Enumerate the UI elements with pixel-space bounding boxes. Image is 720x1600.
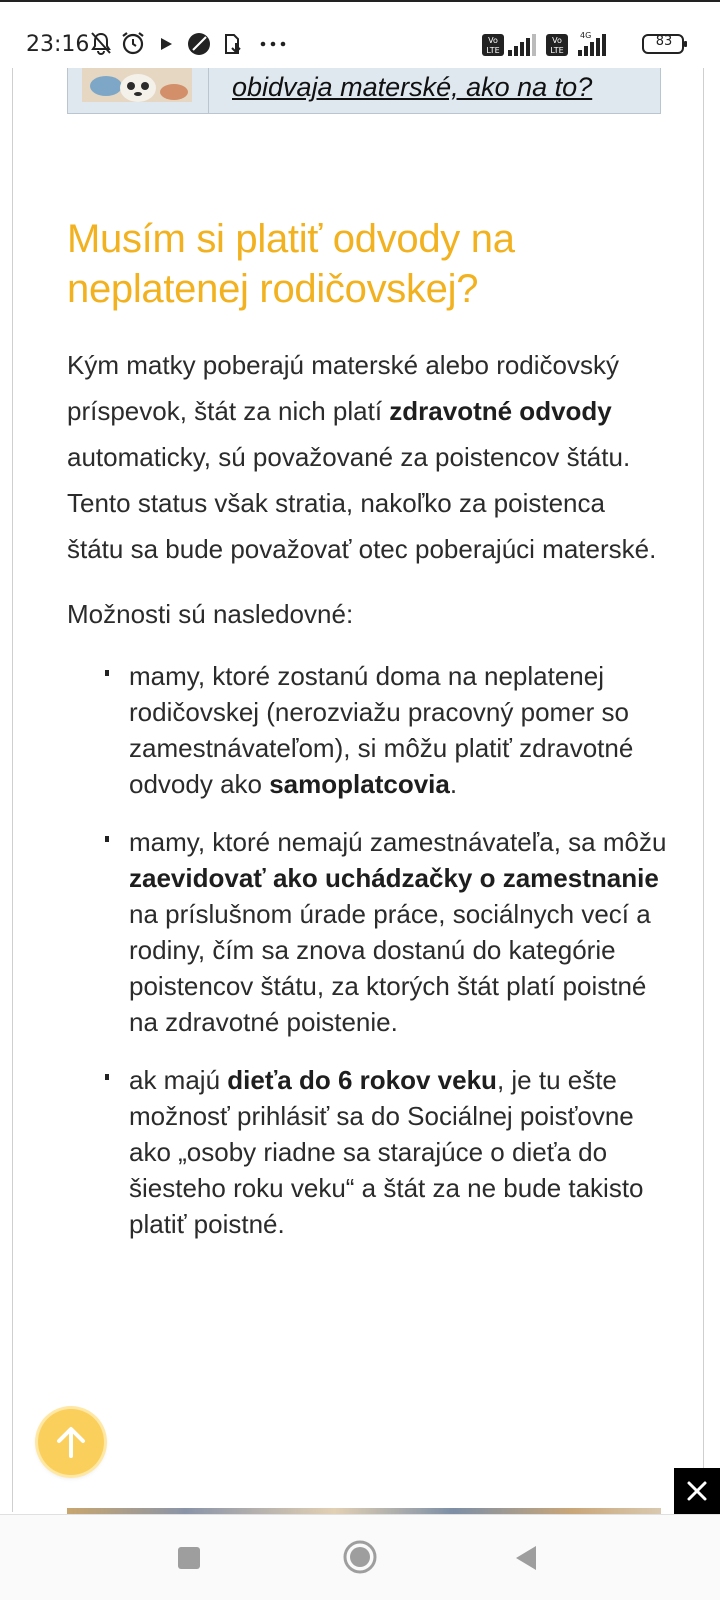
svg-text:4G: 4G (580, 31, 592, 40)
more-icon (260, 40, 286, 48)
volte-icon (546, 34, 568, 56)
related-article-thumbnail[interactable] (82, 68, 192, 102)
svg-text:LTE: LTE (486, 46, 500, 55)
text-span: , je tu ešte možnosť prihlásiť sa do Sociálnej poisťovne ako „osoby riadne sa starajúce o dieťa do šiesteho roku veku“ a štát za ne bude takisto platiť poistné. (129, 1065, 644, 1239)
status-time: 23:16 (26, 32, 90, 57)
text-span: automaticky, sú považované za poistencov štátu. Tento status však stratia, nakoľko za poistenca štátu sa bude považovať otec poberajúci materské. (67, 442, 657, 564)
text-span: . (449, 769, 458, 799)
text-span: mamy, ktoré zostanú doma na neplatenej rodičovskej (nerozviažu pracovný pomer so zamestnávateľom), si môžu platiť zdravotné odvody ako (129, 661, 634, 799)
mute-icon (88, 30, 114, 56)
app-icon (186, 31, 212, 57)
signal-icon (508, 34, 538, 56)
system-navigation-bar (0, 1514, 720, 1600)
bold-text: zaevidovať ako uchádzačky o zamestnanie (129, 863, 659, 893)
play-icon (158, 36, 174, 52)
volte-icon (482, 34, 504, 56)
related-article-card[interactable] (67, 68, 661, 114)
options-list (67, 658, 667, 1242)
text-span: mamy, ktoré nemajú zamestnávateľa, sa môžu (129, 827, 667, 857)
list-item (129, 1062, 667, 1242)
bold-text: dieťa do 6 rokov veku (227, 1065, 497, 1095)
options-lead-in: Možnosti sú nasledovné: (67, 599, 354, 629)
article-body (67, 214, 667, 1264)
svg-text:Vo: Vo (552, 36, 562, 45)
card-divider (208, 68, 209, 113)
list-item (129, 824, 667, 1040)
thumbnail-image (82, 68, 192, 102)
alarm-icon (120, 30, 146, 56)
related-article-link[interactable]: obidvaja materské, ako na to? (232, 72, 593, 102)
section-heading: Musím si platiť odvody na neplatenej rodičovskej? (67, 217, 515, 311)
download-icon (222, 31, 246, 57)
back-icon[interactable] (512, 1543, 540, 1573)
status-bar (0, 0, 720, 68)
bold-text: zdravotné odvody (389, 396, 612, 426)
text-span: na príslušnom úrade práce, sociálnych vecí a rodiny, čím sa znova dostanú do kategórie poistencov štátu, za ktorých štát platí poistné na zdravotné poistenie. (129, 899, 651, 1037)
arrow-up-icon (51, 1422, 91, 1462)
list-item (129, 658, 667, 802)
ad-close-button[interactable] (674, 1468, 720, 1514)
recents-icon[interactable] (176, 1545, 202, 1571)
home-icon[interactable] (342, 1539, 378, 1575)
back-to-top-button[interactable] (38, 1409, 104, 1475)
intro-paragraph (67, 342, 667, 572)
status-right-icons (482, 30, 692, 60)
battery-level: 83 (655, 34, 673, 49)
svg-text:Vo: Vo (488, 36, 498, 45)
text-span: Kým matky poberajú materské alebo rodičovský príspevok, štát za nich platí (67, 350, 620, 426)
text-span: ak majú (129, 1065, 228, 1095)
bold-text: samoplatcovia (269, 769, 450, 799)
signal-4g-icon (572, 30, 608, 56)
svg-text:LTE: LTE (550, 46, 564, 55)
close-icon (685, 1479, 709, 1503)
